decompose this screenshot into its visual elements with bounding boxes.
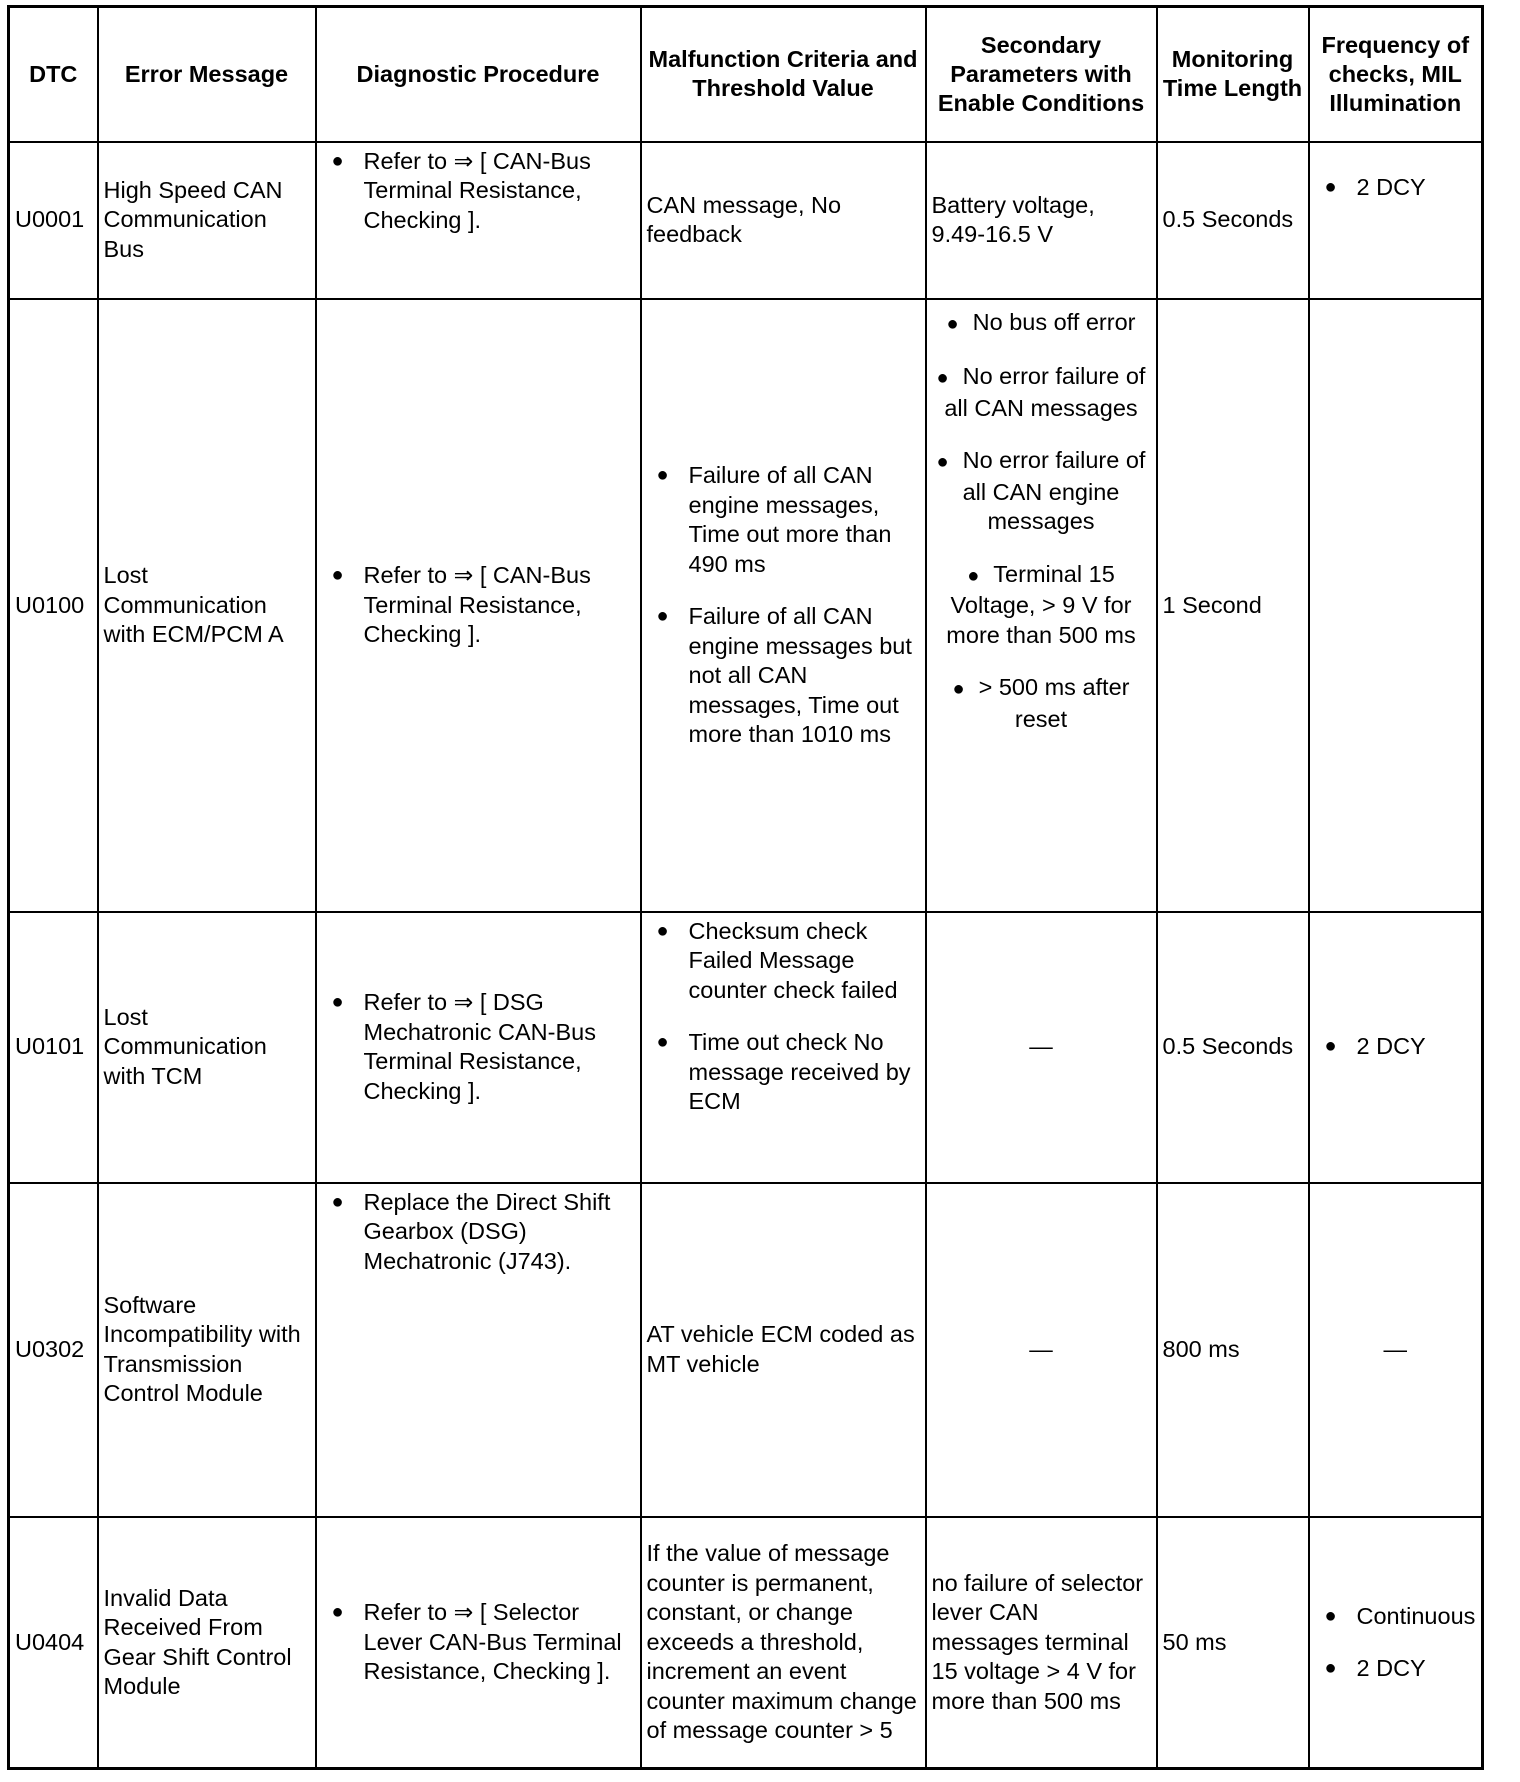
diagnostic-procedure xyxy=(316,299,641,912)
frequency xyxy=(1309,142,1483,299)
header-diagnostic-procedure: Diagnostic Procedure xyxy=(316,7,641,142)
frequency-item: ● Continuous xyxy=(1315,1602,1477,1632)
secondary-item: ● No bus off error xyxy=(946,308,1136,335)
frequency-item: ● 2 DCY xyxy=(1315,1654,1477,1684)
malfunction-criteria: If the value of message counter is permanent, constant, or change exceeds a threshold, increment an event counter maximum change of message counter > 5 xyxy=(641,1517,926,1768)
criteria-item: ● Checksum check Failed Message counter check failed xyxy=(647,917,920,1006)
error-message: High Speed CAN Communication Bus xyxy=(98,142,316,299)
frequency: — xyxy=(1309,1183,1483,1518)
frequency-item: ● 2 DCY xyxy=(1315,1032,1477,1062)
procedure-item: ● Refer to ⇒ [ CAN-Bus Terminal Resistance, Checking ]. xyxy=(322,561,635,650)
secondary-item: ● > 500 ms after reset xyxy=(952,674,1130,732)
dtc-code: U0404 xyxy=(9,1517,98,1768)
dtc-code: U0101 xyxy=(9,912,98,1183)
frequency xyxy=(1309,912,1483,1183)
diagnostic-procedure xyxy=(316,912,641,1183)
header-frequency: Frequency of checks, MIL Illumination xyxy=(1309,7,1483,142)
table-row xyxy=(9,912,1483,1183)
procedure-item: ● Refer to ⇒ [ DSG Mechatronic CAN-Bus Terminal Resistance, Checking ]. xyxy=(322,988,635,1106)
diagnostic-procedure xyxy=(316,1183,641,1518)
header-malfunction-criteria: Malfunction Criteria and Threshold Value xyxy=(641,7,926,142)
error-message: Lost Communication with ECM/PCM A xyxy=(98,299,316,912)
malfunction-criteria: CAN message, No feedback xyxy=(641,142,926,299)
dtc-table xyxy=(7,5,1484,1770)
secondary-parameters: — xyxy=(926,912,1157,1183)
header-secondary-parameters: Secondary Parameters with Enable Conditions xyxy=(926,7,1157,142)
monitoring-time: 1 Second xyxy=(1157,299,1309,912)
header-error-message: Error Message xyxy=(98,7,316,142)
criteria-item: ● Time out check No message received by ECM xyxy=(647,1028,920,1117)
dtc-code: U0100 xyxy=(9,299,98,912)
malfunction-criteria: AT vehicle ECM coded as MT vehicle xyxy=(641,1183,926,1518)
malfunction-criteria xyxy=(641,912,926,1183)
secondary-parameters xyxy=(926,299,1157,912)
frequency xyxy=(1309,1517,1483,1768)
header-row xyxy=(9,7,1483,142)
header-dtc: DTC xyxy=(9,7,98,142)
diagnostic-procedure xyxy=(316,142,641,299)
secondary-parameters: — xyxy=(926,1183,1157,1518)
criteria-item: ● Failure of all CAN engine messages but not all CAN messages, Time out more than 1010 ms xyxy=(647,602,920,750)
malfunction-criteria xyxy=(641,299,926,912)
secondary-item: ● Terminal 15 Voltage, > 9 V for more than 500 ms xyxy=(946,560,1136,648)
table-row xyxy=(9,142,1483,299)
monitoring-time: 800 ms xyxy=(1157,1183,1309,1518)
dtc-code: U0302 xyxy=(9,1183,98,1518)
frequency xyxy=(1309,299,1483,912)
table-row xyxy=(9,299,1483,912)
criteria-item: ● Failure of all CAN engine messages, Time out more than 490 ms xyxy=(647,461,920,579)
header-monitoring-time: Monitoring Time Length xyxy=(1157,7,1309,142)
secondary-parameters: Battery voltage, 9.49-16.5 V xyxy=(926,142,1157,299)
dtc-code: U0001 xyxy=(9,142,98,299)
procedure-item: ● Replace the Direct Shift Gearbox (DSG) Mechatronic (J743). xyxy=(322,1188,635,1277)
procedure-item: ● Refer to ⇒ [ Selector Lever CAN-Bus Terminal Resistance, Checking ]. xyxy=(322,1598,635,1687)
secondary-parameters: no failure of selector lever CAN messages terminal 15 voltage > 4 V for more than 500 ms xyxy=(926,1517,1157,1768)
error-message: Invalid Data Received From Gear Shift Control Module xyxy=(98,1517,316,1768)
error-message: Software Incompatibility with Transmission Control Module xyxy=(98,1183,316,1518)
monitoring-time: 0.5 Seconds xyxy=(1157,912,1309,1183)
procedure-item: ● Refer to ⇒ [ CAN-Bus Terminal Resistance, Checking ]. xyxy=(322,147,635,236)
frequency-item: ● 2 DCY xyxy=(1315,173,1477,203)
error-message: Lost Communication with TCM xyxy=(98,912,316,1183)
monitoring-time: 0.5 Seconds xyxy=(1157,142,1309,299)
secondary-item: ● No error failure of all CAN engine messages xyxy=(936,447,1146,535)
monitoring-time: 50 ms xyxy=(1157,1517,1309,1768)
diagnostic-procedure xyxy=(316,1517,641,1768)
secondary-item: ● No error failure of all CAN messages xyxy=(936,363,1146,421)
table-row xyxy=(9,1183,1483,1518)
table-row xyxy=(9,1517,1483,1768)
